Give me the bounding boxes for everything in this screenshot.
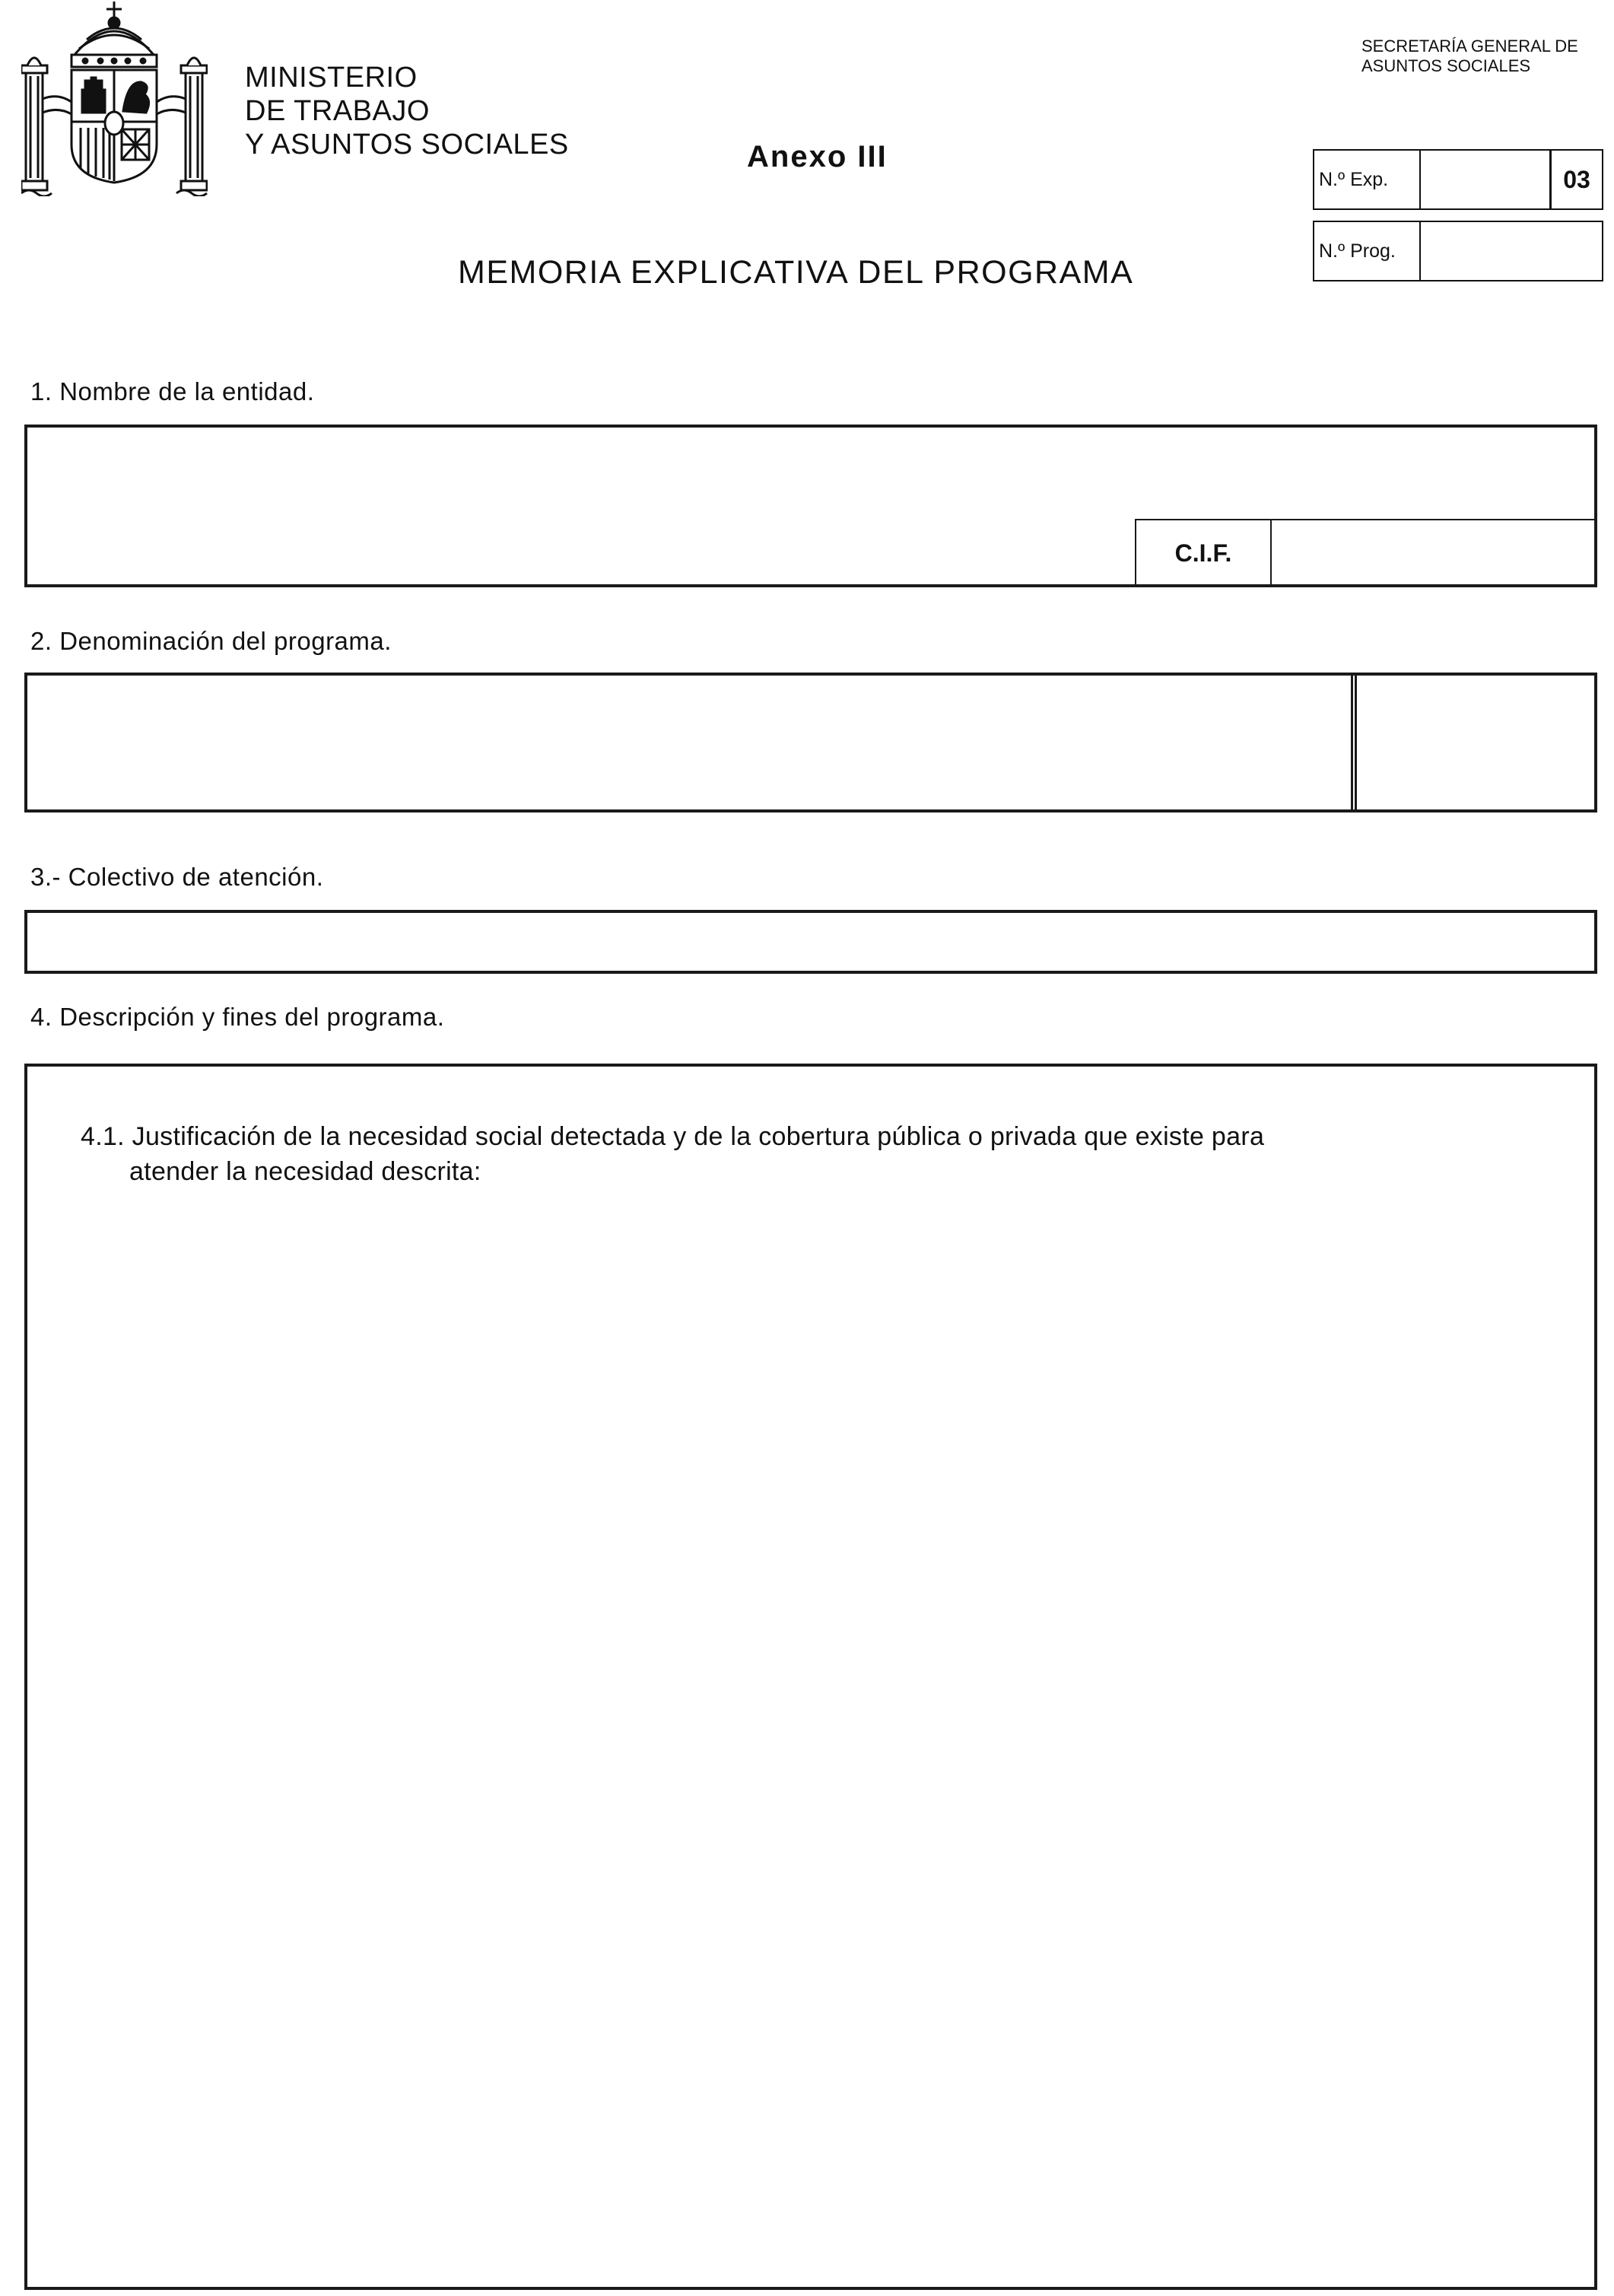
target-group-field[interactable] <box>24 910 1597 974</box>
program-name-box <box>24 673 1597 813</box>
exp-code: 03 <box>1549 151 1602 208</box>
section-4-label: 4. Descripción y fines del programa. <box>30 1003 445 1031</box>
coat-of-arms-icon <box>21 0 208 196</box>
exp-number-box <box>1313 149 1603 210</box>
section-2-label: 2. Denominación del programa. <box>30 627 392 655</box>
program-box-divider <box>1351 673 1357 813</box>
secretaria-line-2: ASUNTOS SOCIALES <box>1361 56 1531 75</box>
program-code-field[interactable] <box>1357 676 1594 809</box>
section-3-label: 3.- Colectivo de atención. <box>30 863 324 891</box>
cif-label: C.I.F. <box>1136 520 1272 584</box>
document-title: MEMORIA EXPLICATIVA DEL PROGRAMA <box>458 254 1134 291</box>
secretaria-line-1: SECRETARÍA GENERAL DE <box>1361 37 1578 56</box>
cif-box <box>1135 519 1594 584</box>
ministry-name <box>245 61 569 161</box>
section-1-label: 1. Nombre de la entidad. <box>30 377 315 405</box>
program-name-field[interactable] <box>27 676 1351 809</box>
prog-number-label: N.º Prog. <box>1314 222 1421 280</box>
subsection-4-1-line-2: atender la necesidad descrita: <box>129 1157 481 1186</box>
exp-number-label: N.º Exp. <box>1314 151 1421 208</box>
entity-name-box <box>24 425 1597 587</box>
entity-name-field[interactable] <box>27 428 1594 519</box>
subsection-4-1-line-1: 4.1. Justificación de la necesidad social detectada y de la cobertura pública o privada que existe para <box>81 1122 1265 1151</box>
secretaria-label <box>1361 37 1578 76</box>
ministry-line-2: DE TRABAJO <box>245 95 430 127</box>
prog-number-field[interactable] <box>1417 222 1602 280</box>
cif-field[interactable] <box>1272 520 1594 584</box>
description-box[interactable] <box>24 1064 1597 2290</box>
annex-label: Anexo III <box>747 140 888 173</box>
ministry-line-3: Y ASUNTOS SOCIALES <box>245 129 569 161</box>
prog-number-box <box>1313 221 1603 281</box>
ministry-line-1: MINISTERIO <box>245 62 418 94</box>
exp-number-field[interactable] <box>1417 151 1549 208</box>
